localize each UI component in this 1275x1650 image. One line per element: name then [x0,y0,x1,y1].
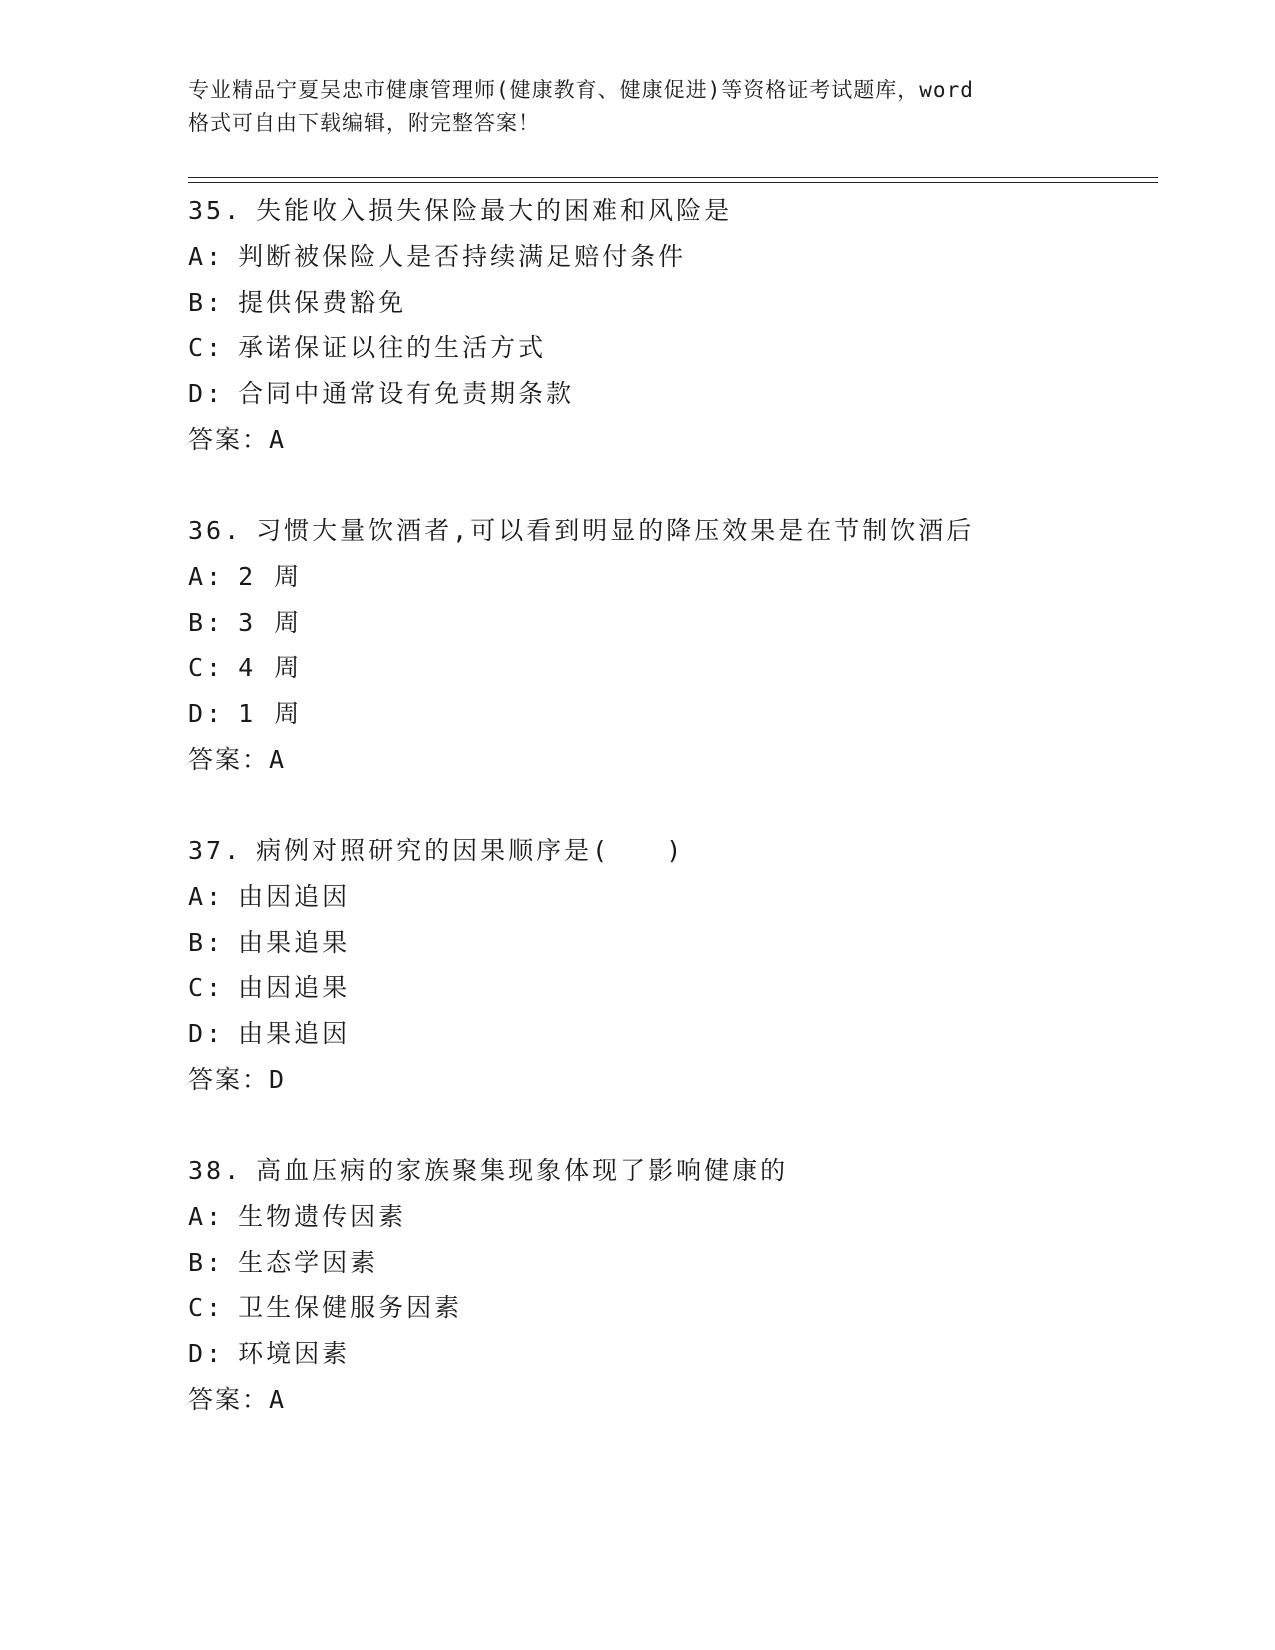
option-key: A: [188,881,225,911]
question-stem [188,1148,1148,1194]
option-key: D: [188,1019,225,1049]
option-key: A: [188,241,225,271]
question-number: 36. [188,516,243,545]
question-text: 习惯大量饮酒者,可以看到明显的降压效果是在节制饮酒后 [256,516,975,545]
question-number: 37. [188,836,243,865]
question-38 [188,1148,1148,1423]
option-a [188,234,1148,280]
answer-label: 答案： [188,424,270,454]
document-header [188,74,1088,140]
question-37 [188,828,1148,1103]
option-text: 生态学因素 [238,1247,379,1277]
option-d [188,371,1148,417]
option-text: 生物遗传因素 [238,1201,407,1231]
option-key: C: [188,1293,225,1323]
answer-line [188,417,1148,463]
header-line-2: 格式可自由下载编辑，附完整答案！ [188,111,540,135]
answer-value: A [269,744,287,774]
option-text: 由因追因 [238,881,351,911]
question-stem [188,188,1148,234]
option-b [188,600,1148,646]
question-number: 35. [188,196,243,225]
option-key: A: [188,561,225,591]
option-text: 合同中通常设有免责期条款 [238,379,575,409]
option-key: D: [188,379,225,409]
option-key: C: [188,653,225,683]
answer-label: 答案： [188,1064,270,1094]
option-text: 判断被保险人是否持续满足赔付条件 [238,241,687,271]
option-key: A: [188,1201,225,1231]
answer-line [188,1377,1148,1423]
answer-line [188,1057,1148,1103]
option-c [188,965,1148,1011]
option-text: 承诺保证以往的生活方式 [238,333,547,363]
option-key: B: [188,607,225,637]
option-d [188,1331,1148,1377]
option-key: D: [188,699,225,729]
header-divider-bottom [188,182,1158,183]
answer-label: 答案： [188,1384,270,1414]
question-stem [188,828,1148,874]
option-c [188,645,1148,691]
option-text: 卫生保健服务因素 [238,1293,463,1323]
option-text: 2 周 [238,561,303,591]
answer-label: 答案： [188,744,270,774]
option-text: 环境因素 [238,1339,351,1369]
option-d [188,691,1148,737]
option-a [188,554,1148,600]
question-stem [188,508,1148,554]
header-divider-top [188,177,1158,178]
option-key: C: [188,973,225,1003]
option-text: 1 周 [238,699,303,729]
header-line-1: 专业精品宁夏吴忠市健康管理师(健康教育、健康促进)等资格证考试题库，word [188,78,974,102]
option-key: B: [188,1247,225,1277]
question-36 [188,508,1148,783]
option-text: 由因追果 [238,973,351,1003]
option-text: 4 周 [238,653,303,683]
answer-value: A [269,424,287,454]
option-c [188,1285,1148,1331]
option-b [188,280,1148,326]
question-text: 失能收入损失保险最大的困难和风险是 [256,196,733,225]
option-key: B: [188,927,225,957]
answer-value: A [269,1384,287,1414]
question-number: 38. [188,1156,243,1185]
question-35 [188,188,1148,463]
question-text: 病例对照研究的因果顺序是( ) [256,836,685,865]
option-a [188,1194,1148,1240]
answer-line [188,737,1148,783]
option-d [188,1011,1148,1057]
option-text: 由果追因 [238,1019,351,1049]
option-text: 提供保费豁免 [238,287,407,317]
option-key: C: [188,333,225,363]
option-a [188,874,1148,920]
question-text: 高血压病的家族聚集现象体现了影响健康的 [256,1156,789,1185]
option-text: 3 周 [238,607,303,637]
answer-value: D [269,1064,287,1094]
option-key: B: [188,287,225,317]
option-text: 由果追果 [238,927,351,957]
option-key: D: [188,1339,225,1369]
option-c [188,325,1148,371]
option-b [188,920,1148,966]
option-b [188,1240,1148,1286]
